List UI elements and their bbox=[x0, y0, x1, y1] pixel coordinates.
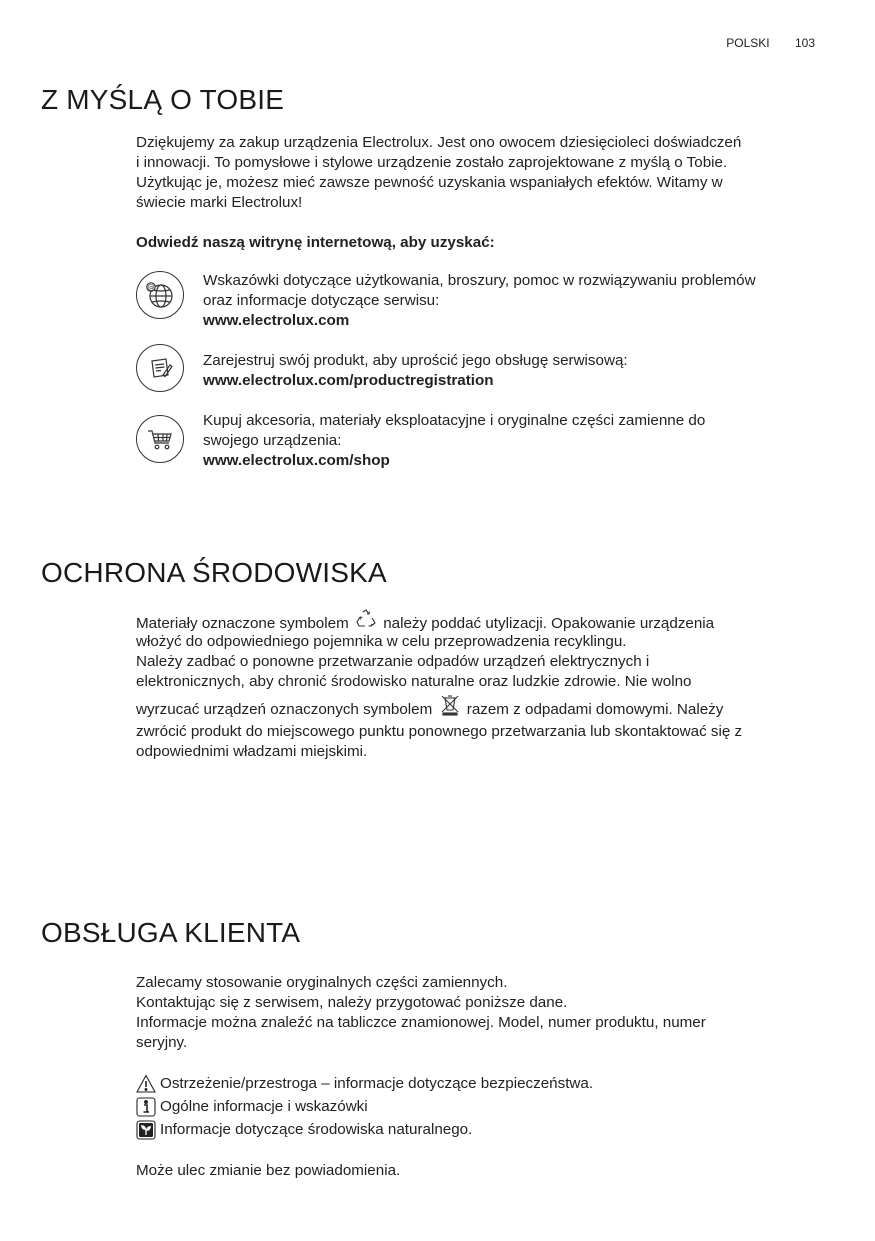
info-icon bbox=[136, 1097, 156, 1117]
env-line: odpowiednimi władzami miejskimi. bbox=[136, 743, 368, 760]
env-line bbox=[136, 608, 816, 632]
warning-icon bbox=[136, 1074, 156, 1094]
customer-care-paragraph bbox=[136, 973, 816, 1053]
env-line: zwrócić produkt do miejscowego punktu ponownego przetwarzania lub skontaktować się z bbox=[136, 723, 743, 740]
resource-text: Kupuj akcesoria, materiały eksploatacyjne i oryginalne części zamienne do bbox=[203, 412, 706, 429]
resource-text: oraz informacje dotyczące serwisu: bbox=[203, 292, 440, 309]
env-line: Należy zadbać o ponowne przetwarzanie odpadów urządzeń elektrycznych i bbox=[136, 653, 650, 670]
language-label: POLSKI bbox=[726, 36, 770, 50]
link-shop[interactable]: www.electrolux.com/shop bbox=[203, 452, 390, 469]
env-line: włożyć do odpowiedniego pojemnika w celu przeprowadzenia recyklingu. bbox=[136, 633, 627, 650]
env-text: razem z odpadami domowymi. Należy bbox=[466, 701, 724, 718]
svg-text:@: @ bbox=[147, 283, 155, 292]
intro-paragraph bbox=[136, 133, 816, 213]
section-title-customer-care: OBSŁUGA KLIENTA bbox=[41, 917, 301, 948]
care-line: Zalecamy stosowanie oryginalnych części zamiennych. bbox=[136, 974, 508, 991]
care-line: Kontaktując się z serwisem, należy przygotować poniższe dane. bbox=[136, 994, 568, 1011]
resource-text: swojego urządzenia: bbox=[203, 432, 342, 449]
page-number: 103 bbox=[794, 36, 815, 50]
legend-text: Informacje dotyczące środowiska naturalnego. bbox=[160, 1120, 473, 1138]
care-line: seryjny. bbox=[136, 1034, 188, 1051]
care-line: Informacje można znaleźć na tabliczce znamionowej. Model, numer produktu, numer bbox=[136, 1014, 706, 1031]
env-line: elektronicznych, aby chronić środowisko naturalne oraz ludzkie zdrowie. Nie wolno bbox=[136, 673, 692, 690]
symbol-legend bbox=[136, 1072, 816, 1141]
registration-icon bbox=[136, 344, 184, 392]
recycling-icon bbox=[355, 608, 377, 630]
resource-text: Wskazówki dotyczące użytkowania, broszury, pomoc w rozwiązywaniu problemów bbox=[203, 272, 756, 289]
intro-line: Dziękujemy za zakup urządzenia Electrolux. Jest ono owocem dziesięcioleci doświadczeń bbox=[136, 134, 742, 151]
legend-info bbox=[136, 1095, 816, 1118]
globe-icon bbox=[136, 271, 184, 319]
environment-icon bbox=[136, 1120, 156, 1140]
env-line bbox=[136, 692, 816, 722]
env-text: wyrzucać urządzeń oznaczonych symbolem bbox=[136, 701, 433, 718]
legend-text: Ogólne informacje i wskazówki bbox=[160, 1097, 368, 1115]
env-text: Materiały oznaczone symbolem bbox=[136, 615, 349, 632]
legend-environment bbox=[136, 1118, 816, 1141]
crossed-bin-icon bbox=[439, 694, 461, 716]
intro-line: Użytkując je, możesz mieć zawsze pewność uzyskania wspaniałych efektów. Witamy w bbox=[136, 174, 723, 191]
change-notice: Może ulec zmianie bez powiadomienia. bbox=[136, 1162, 401, 1179]
section-title-environment: OCHRONA ŚRODOWISKA bbox=[41, 557, 387, 588]
resource-text: Zarejestruj swój produkt, aby uprościć jego obsługę serwisową: bbox=[203, 352, 628, 369]
page-header bbox=[726, 36, 815, 50]
visit-website-heading: Odwiedź naszą witrynę internetową, aby uzyskać: bbox=[136, 234, 495, 251]
intro-line: świecie marki Electrolux! bbox=[136, 194, 303, 211]
legend-text: Ostrzeżenie/przestroga – informacje dotyczące bezpieczeństwa. bbox=[160, 1074, 594, 1092]
shopping-cart-icon bbox=[136, 415, 184, 463]
link-electrolux-com[interactable]: www.electrolux.com bbox=[203, 312, 350, 329]
environment-paragraph bbox=[136, 608, 816, 762]
section-title-thinking-of-you: Z MYŚLĄ O TOBIE bbox=[41, 84, 285, 115]
env-text: należy poddać utylizacji. Opakowanie urządzenia bbox=[383, 615, 715, 632]
intro-line: i innowacji. To pomysłowe i stylowe urządzenie zostało zaprojektowane z myślą o Tobie. bbox=[136, 154, 728, 171]
legend-warning bbox=[136, 1072, 816, 1095]
link-product-registration[interactable]: www.electrolux.com/productregistration bbox=[203, 372, 494, 389]
